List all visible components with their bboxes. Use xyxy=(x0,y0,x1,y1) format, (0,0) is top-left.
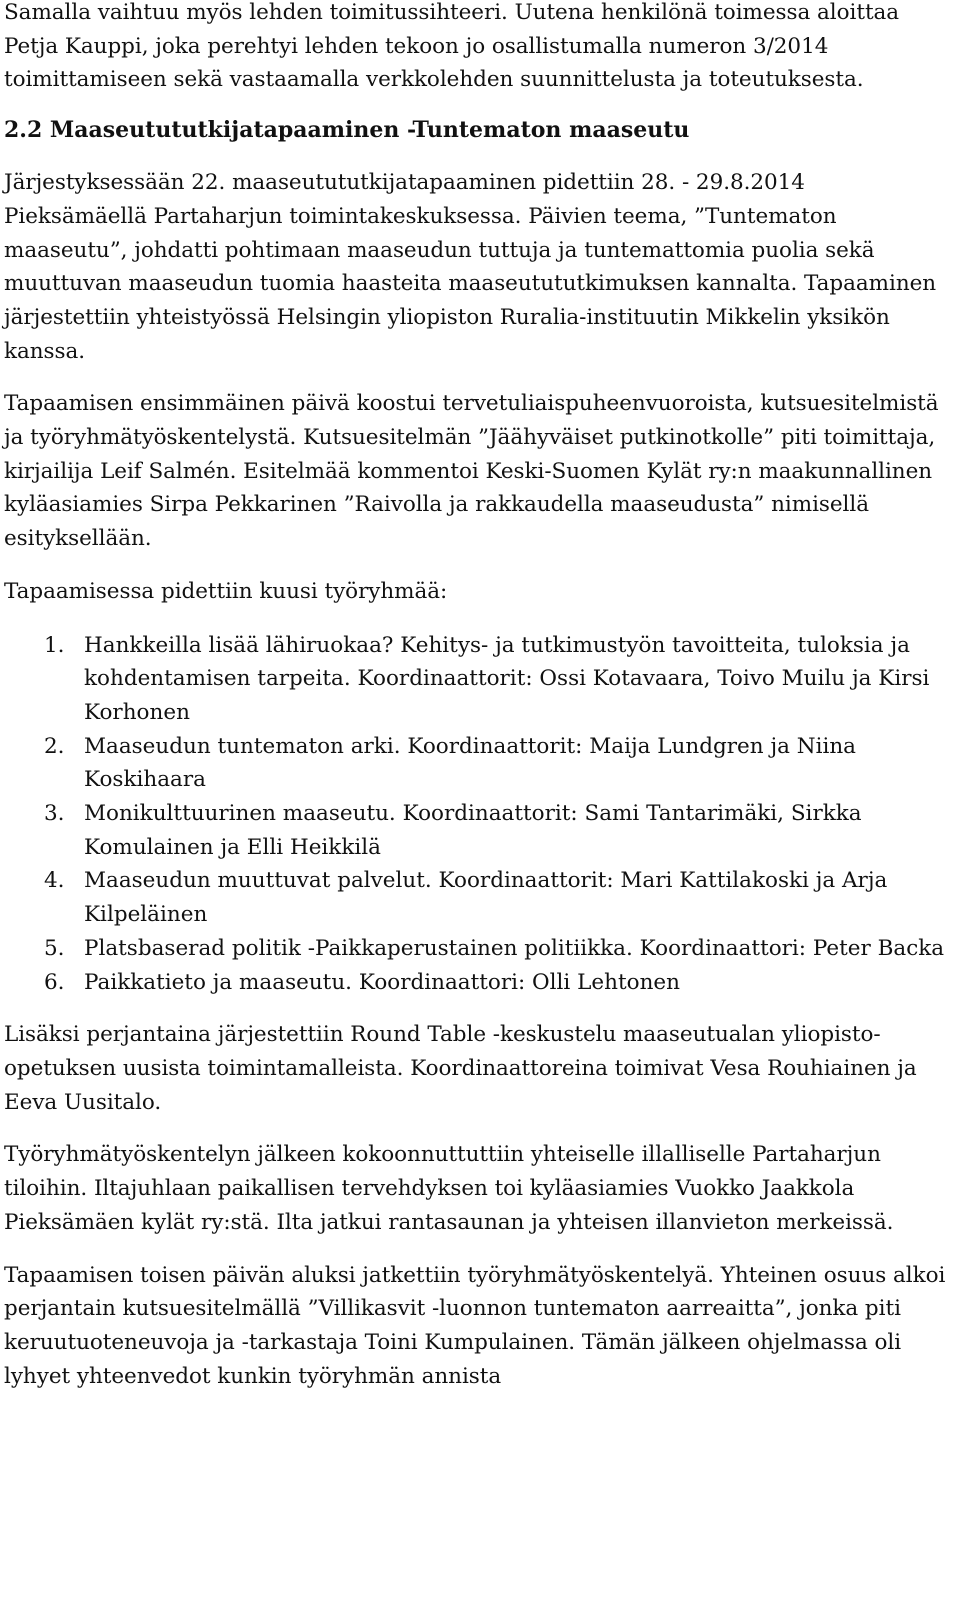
list-item-text: Maaseudun muuttuvat palvelut. Koordinaattorit: Mari Kattilakoski ja Arja Kilpeläinen xyxy=(84,868,888,928)
paragraph-meeting-overview: Järjestyksessään 22. maaseutututkijatapaaminen pidettiin 28. - 29.8.2014 Pieksämäellä Partaharjun toimintakeskuksessa. Päivien teema, ”Tuntematon maaseutu”, johdatti pohtimaan maaseudun tuttuja ja tuntemattomia puolia sekä muuttuvan maaseudun tuomia haasteita maaseutututkimuksen kannalta. Tapaaminen järjestettiin yhteistyössä Helsingin yliopiston Ruralia-instituutin Mikkelin yksikön kanssa. xyxy=(4,170,937,364)
list-item-number: 5. xyxy=(44,935,65,961)
list-item-number: 4. xyxy=(44,868,65,894)
list-item-number: 6. xyxy=(44,969,65,995)
list-item-number: 1. xyxy=(44,632,65,658)
paragraph-first-day: Tapaamisen ensimmäinen päivä koostui tervetuliaispuheenvuoroista, kutsuesitelmistä ja työryhmätyöskentelystä. Kutsuesitelmän ”Jäähyväiset putkinotkolle” piti toimittaja, kirjailija Leif Salmén. Esitelmää kommentoi Keski-Suomen Kylät ry:n maakunnallinen kyläasiamies Sirpa Pekkarinen ”Raivolla ja rakkaudella maaseudusta” nimisellä esityksellään. xyxy=(4,391,939,552)
list-item-text: Maaseudun tuntematon arki. Koordinaattorit: Maija Lundgren ja Niina Koskihaara xyxy=(84,733,857,793)
list-item-text: Paikkatieto ja maaseutu. Koordinaattori: Olli Lehtonen xyxy=(84,969,680,995)
list-item-text: Platsbaserad politik -Paikkaperustainen politiikka. Koordinaattori: Peter Backa xyxy=(84,935,945,961)
list-item xyxy=(4,966,948,1000)
list-item xyxy=(4,864,948,931)
list-item-text: Hankkeilla lisää lähiruokaa? Kehitys- ja tutkimustyön tavoitteita, tuloksia ja kohdentamisen tarpeita. Koordinaattorit: Ossi Kotavaara, Toivo Muilu ja Kirsi Korhonen xyxy=(84,632,930,725)
paragraph-working-groups-intro: Tapaamisessa pidettiin kuusi työryhmää: xyxy=(4,578,448,604)
intro-paragraph: Samalla vaihtuu myös lehden toimitussihteeri. Uutena henkilönä toimessa aloittaa Petja Kauppi, joka perehtyi lehden tekoon jo osallistumalla numeron 3/2014 toimittamiseen sekä vastaamalla verkkolehden suunnittelusta ja toteutuksesta. xyxy=(4,0,900,93)
list-item xyxy=(4,932,948,966)
list-item xyxy=(4,629,948,730)
section-heading: 2.2 Maaseutututkijatapaaminen -Tuntematon maaseutu xyxy=(4,117,690,144)
paragraph-second-day: Tapaamisen toisen päivän aluksi jatkettiin työryhmätyöskentelyä. Yhteinen osuus alkoi perjantain kutsuesitelmällä ”Villikasvit -luonnon tuntematon aarreaitta”, jonka piti keruutuoteneuvoja ja -tarkastaja Toini Kumpulainen. Tämän jälkeen ohjelmassa oli lyhyet yhteenvedot kunkin työryhmän annista xyxy=(4,1262,946,1389)
paragraph-evening-dinner: Työryhmätyöskentelyn jälkeen kokoonnuttuttiin yhteiselle illalliselle Partaharjun tiloihin. Iltajuhlaan paikallisen tervehdyksen toi kyläasiamies Vuokko Jaakkola Pieksämäen kylät ry:stä. Ilta jatkui rantasaunan ja yhteisen illanvieton merkeissä. xyxy=(4,1142,894,1235)
list-item-text: Monikulttuurinen maaseutu. Koordinaattorit: Sami Tantarimäki, Sirkka Komulainen ja Elli Heikkilä xyxy=(84,801,862,860)
working-groups-list xyxy=(4,629,948,1000)
list-item-number: 3. xyxy=(44,801,65,827)
list-item xyxy=(4,730,948,797)
list-item xyxy=(4,797,948,864)
list-item-number: 2. xyxy=(44,733,65,759)
paragraph-round-table: Lisäksi perjantaina järjestettiin Round Table -keskustelu maaseutualan yliopisto-opetuksen uusista toimintamalleista. Koordinaattoreina toimivat Vesa Rouhiainen ja Eeva Uusitalo. xyxy=(4,1022,917,1115)
